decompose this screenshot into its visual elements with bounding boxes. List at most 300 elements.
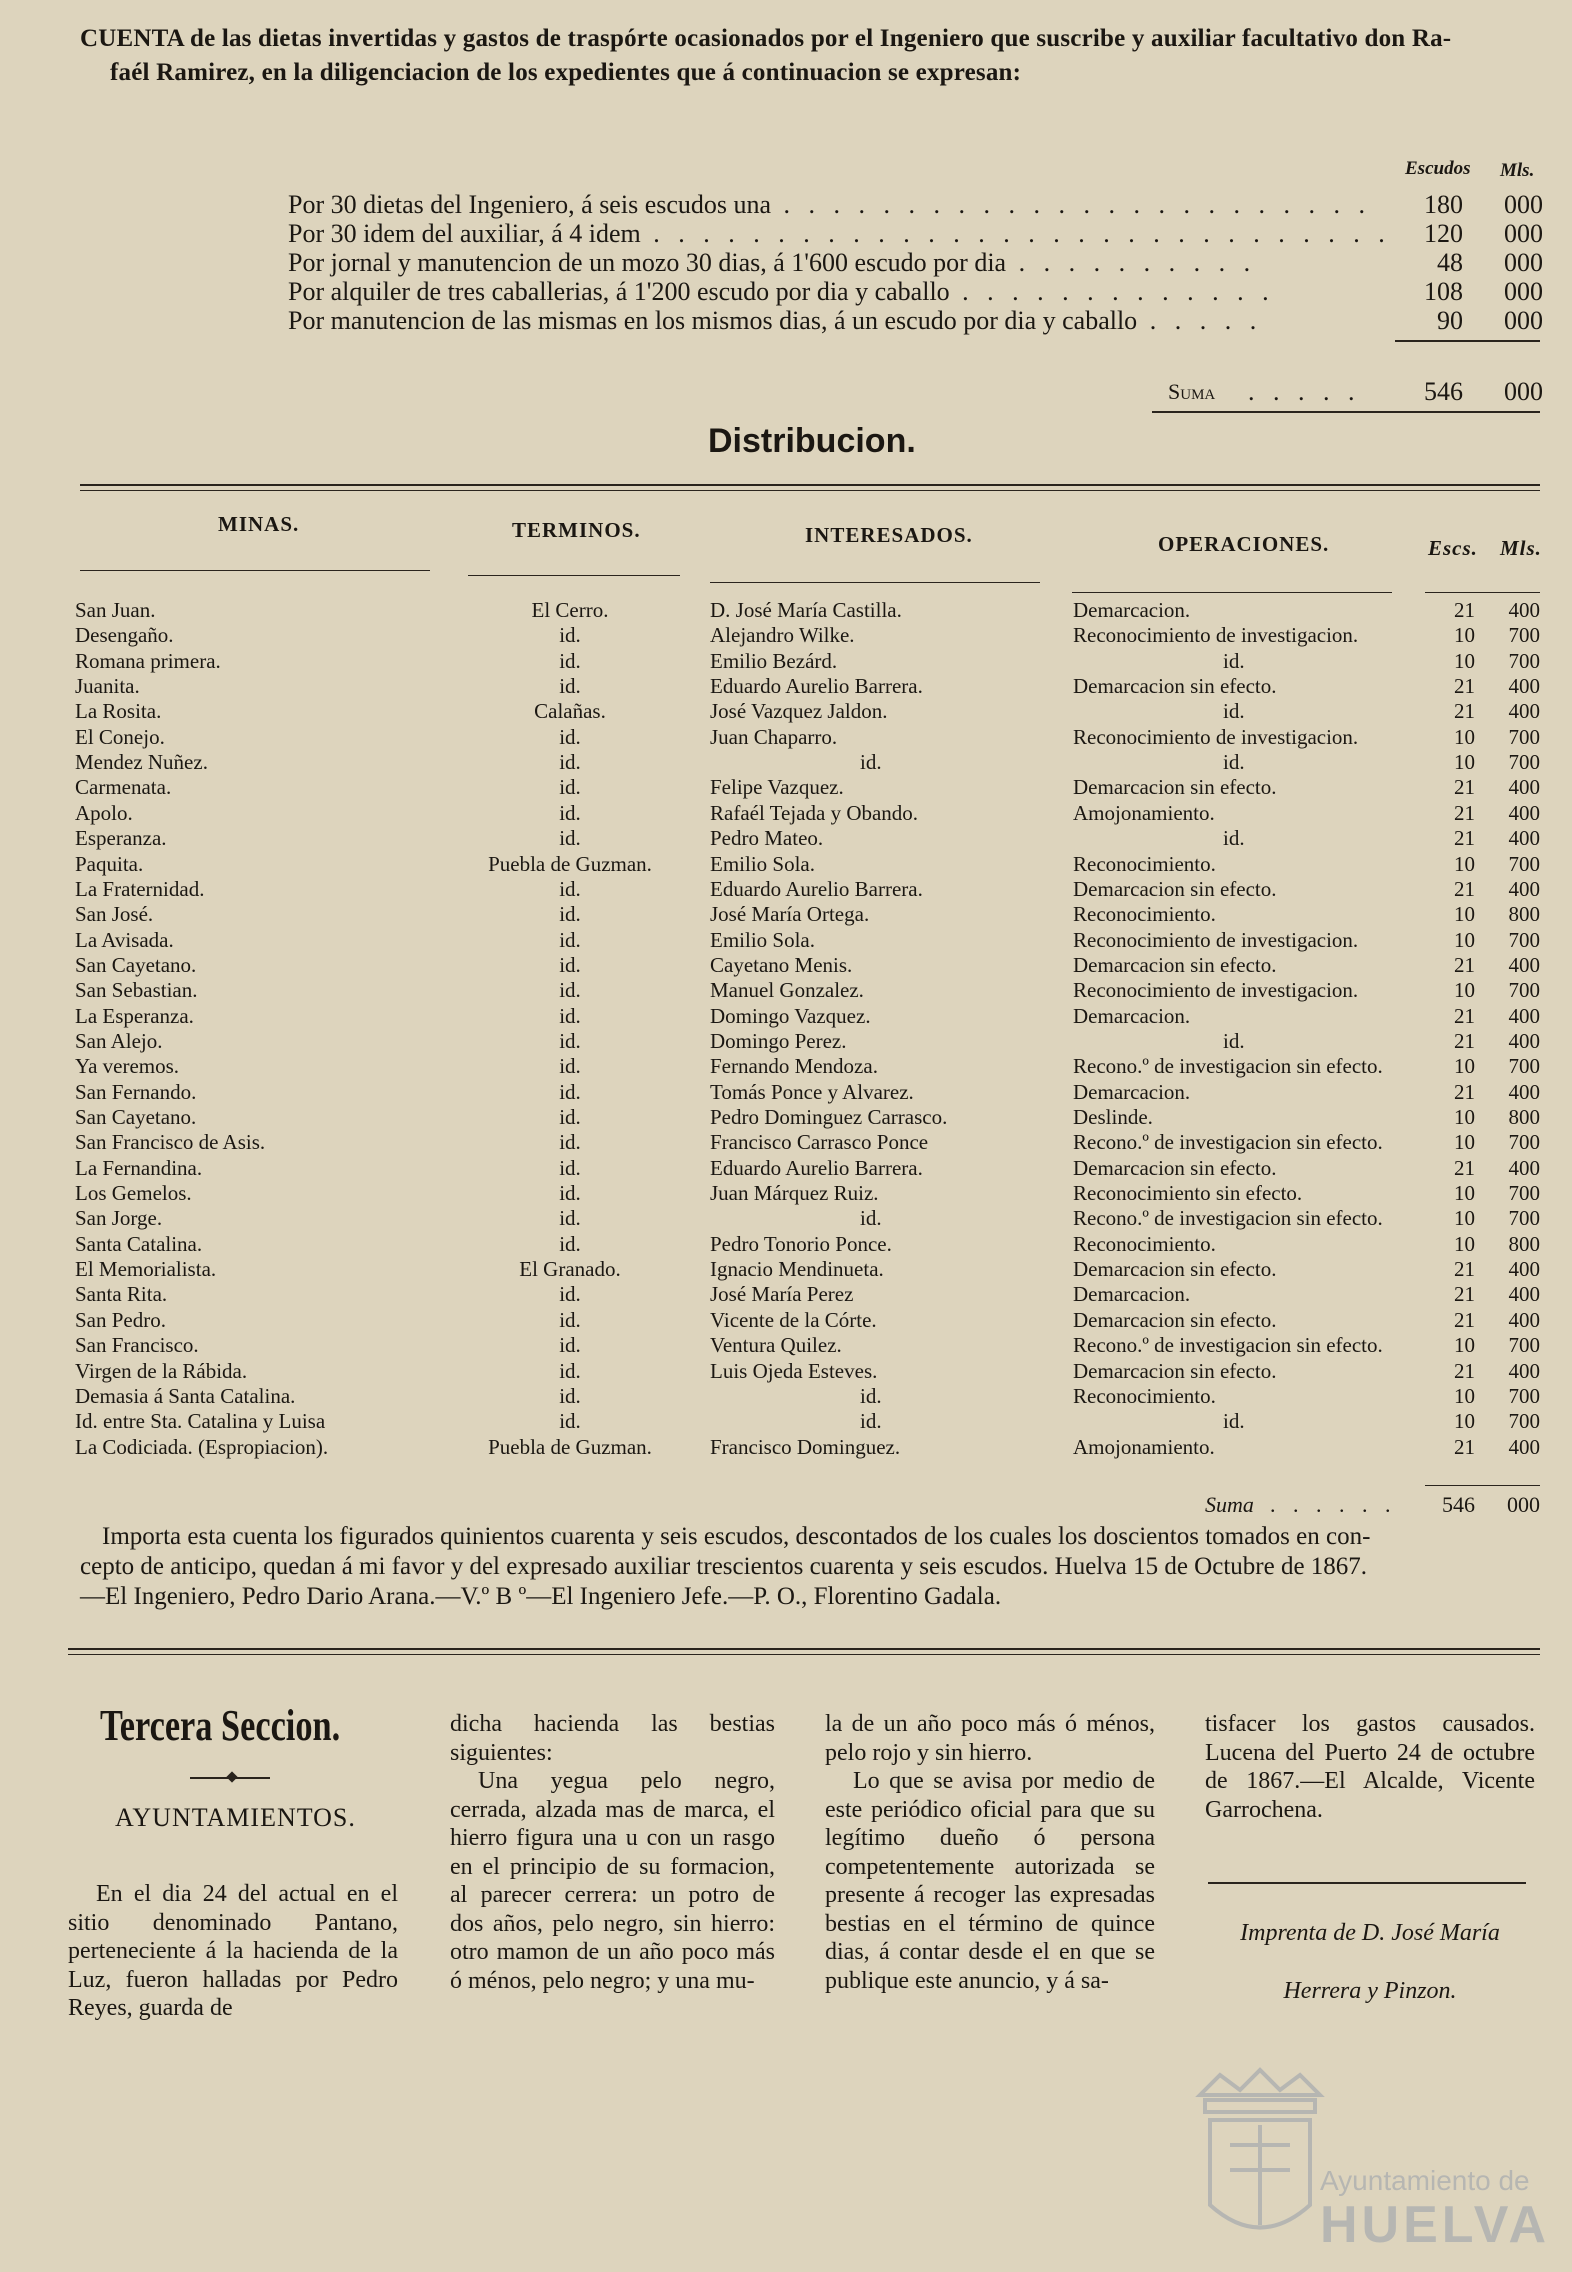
- termino-cell: id.: [559, 927, 581, 952]
- operacion-cell: Demarcacion.: [1073, 598, 1191, 622]
- operacion-cell: Reconocimiento de investigacion.: [1073, 927, 1359, 952]
- mls-cell: 400: [1508, 1282, 1540, 1307]
- operacion-cell: Demarcacion sin efecto.: [1073, 1155, 1277, 1180]
- escudos-cell: 21: [1454, 1282, 1475, 1307]
- mls-cell: 400: [1508, 775, 1540, 800]
- column-3-text-b: Lo que se avisa por medio de este periódico oficial para que su legítimo dueño ó persona competentemente autorizada se presente á recoger las expresadas bestias en el término de quince dias, á contar desde el en que se publique este anuncio, y á sa-: [825, 1768, 1155, 1994]
- header-underline-interesados: [710, 582, 1040, 583]
- mina-cell: La Fraternidad.: [75, 876, 205, 901]
- mls-cell: 400: [1508, 598, 1540, 622]
- section-divider-thin: [68, 1654, 1540, 1655]
- column-3: [825, 1710, 1155, 1995]
- operacion-cell: Demarcacion.: [1073, 1003, 1191, 1028]
- table-sum-mls: 000: [1507, 1492, 1540, 1517]
- escudos-cell: 10: [1454, 1333, 1475, 1358]
- operacion-cell: Demarcacion sin efecto.: [1073, 775, 1277, 800]
- table-row: [0, 1105, 1572, 1130]
- table-row: [0, 1257, 1572, 1282]
- operacion-cell: Reconocimiento.: [1073, 902, 1216, 927]
- mls-cell: 400: [1508, 1028, 1540, 1053]
- operacion-cell: Reconocimiento.: [1073, 1383, 1216, 1408]
- mls-cell: 700: [1508, 978, 1540, 1003]
- mina-cell: La Codiciada. (Espropiacion).: [75, 1434, 329, 1459]
- operacion-cell: id.: [1223, 1409, 1245, 1434]
- table-row: [0, 1080, 1572, 1105]
- mina-cell: Apolo.: [75, 800, 133, 825]
- operacion-cell: id.: [1223, 826, 1245, 851]
- mls-cell: 400: [1508, 1434, 1540, 1459]
- interesado-cell: Emilio Bezárd.: [710, 648, 838, 673]
- termino-cell: id.: [559, 1206, 581, 1231]
- table-row: [0, 1282, 1572, 1307]
- mls-cell: 700: [1508, 648, 1540, 673]
- interesado-cell: Luis Ojeda Esteves.: [710, 1358, 878, 1383]
- termino-cell: id.: [559, 826, 581, 851]
- interesado-cell: id.: [860, 750, 882, 775]
- mls-cell: 400: [1508, 1307, 1540, 1332]
- mina-cell: La Avisada.: [75, 927, 174, 952]
- interesado-cell: Ignacio Mendinueta.: [710, 1257, 884, 1282]
- table-row: [0, 978, 1572, 1003]
- mina-cell: Demasia á Santa Catalina.: [75, 1383, 296, 1408]
- mls-cell: 400: [1508, 1358, 1540, 1383]
- mls-cell: 400: [1508, 1079, 1540, 1104]
- section-divider: [68, 1648, 1540, 1650]
- termino-cell: id.: [559, 1358, 581, 1383]
- termino-cell: id.: [559, 876, 581, 901]
- operacion-cell: Demarcacion sin efecto.: [1073, 876, 1277, 901]
- interesado-cell: Eduardo Aurelio Barrera.: [710, 876, 923, 901]
- interesado-cell: id.: [860, 1383, 882, 1408]
- mina-cell: Los Gemelos.: [75, 1181, 192, 1206]
- cost-mls: 000: [1504, 219, 1543, 248]
- termino-cell: El Cerro.: [531, 598, 609, 622]
- termino-cell: id.: [559, 1130, 581, 1155]
- imprint-line-2: Herrera y Pinzon.: [1283, 1978, 1457, 2004]
- closing-line-3: —El Ingeniero, Pedro Dario Arana.—V.º B º—El Ingeniero Jefe.—P. O., Florentino Gadala.: [80, 1583, 1002, 1610]
- interesado-cell: id.: [860, 1409, 882, 1434]
- interesado-cell: Pedro Tonorio Ponce.: [710, 1231, 892, 1256]
- escudos-cell: 21: [1454, 674, 1475, 699]
- sum-escudos: 546: [1424, 377, 1463, 406]
- cost-row: Por jornal y manutencion de un mozo 30 dias, á 1'600 escudo por dia . . . . . . . . . . 48 000: [288, 248, 1543, 277]
- termino-cell: Calañas.: [534, 699, 606, 724]
- mls-cell: 700: [1508, 1333, 1540, 1358]
- cost-label: Por 30 dietas del Ingeniero, á seis escudos una: [288, 190, 772, 219]
- termino-cell: id.: [559, 1028, 581, 1053]
- operacion-cell: Demarcacion sin efecto.: [1073, 952, 1277, 977]
- mls-cell: 400: [1508, 1003, 1540, 1028]
- table-row: [0, 1130, 1572, 1155]
- interesado-cell: José María Perez: [710, 1282, 854, 1307]
- escudos-cell: 10: [1454, 1383, 1475, 1408]
- interesado-cell: Emilio Sola.: [710, 851, 815, 876]
- interesado-cell: Francisco Dominguez.: [710, 1434, 901, 1459]
- mls-cell: 700: [1508, 1181, 1540, 1206]
- header-underline-terminos: [468, 575, 680, 576]
- cost-row: Por manutencion de las mismas en los mismos dias, á un escudo por dia y caballo . . . . . 90 000: [288, 306, 1543, 335]
- escudos-cell: 21: [1454, 1155, 1475, 1180]
- interesado-cell: Tomás Ponce y Alvarez.: [710, 1079, 914, 1104]
- cost-mls: 000: [1504, 306, 1543, 335]
- termino-cell: id.: [559, 1333, 581, 1358]
- table-row: [0, 1054, 1572, 1079]
- mina-cell: Desengaño.: [75, 623, 174, 648]
- mls-cell: 400: [1508, 826, 1540, 851]
- imprint-rule: [1208, 1882, 1526, 1884]
- cost-row: Por alquiler de tres caballerias, á 1'200 escudo por dia y caballo . . . . . . . . . . . . . 108 000: [288, 277, 1543, 306]
- table-row: [0, 1206, 1572, 1231]
- header-escs: Escs.: [1428, 536, 1478, 560]
- header-minas: MINAS.: [218, 512, 300, 536]
- intro-line-2: faél Ramirez, en la diligenciacion de los expedientes que á continuacion se expresan:: [110, 59, 1022, 86]
- operacion-cell: Recono.º de investigacion sin efecto.: [1073, 1206, 1383, 1231]
- mina-cell: Carmenata.: [75, 775, 172, 800]
- table-row: [0, 852, 1572, 877]
- escudos-cell: 10: [1454, 1409, 1475, 1434]
- operacion-cell: Demarcacion sin efecto.: [1073, 1358, 1277, 1383]
- termino-cell: id.: [559, 1054, 581, 1079]
- cost-escudos: 48: [1437, 248, 1463, 277]
- escudos-cell: 21: [1454, 1358, 1475, 1383]
- table-row: [0, 928, 1572, 953]
- interesado-cell: Felipe Vazquez.: [710, 775, 844, 800]
- mina-cell: El Memorialista.: [75, 1257, 217, 1282]
- sum-row: Suma . . . . . 546 000: [1168, 377, 1543, 406]
- operacion-cell: Demarcacion sin efecto.: [1073, 1257, 1277, 1282]
- mina-cell: Santa Rita.: [75, 1282, 168, 1307]
- termino-cell: id.: [559, 1409, 581, 1434]
- table-row: [0, 1004, 1572, 1029]
- termino-cell: id.: [559, 1383, 581, 1408]
- mls-cell: 700: [1508, 1054, 1540, 1079]
- cost-escudos: 180: [1424, 190, 1463, 219]
- header-underline-amounts: [1425, 592, 1540, 593]
- interesado-cell: Domingo Vazquez.: [710, 1003, 871, 1028]
- table-row: [0, 1359, 1572, 1384]
- escudos-cell: 21: [1454, 800, 1475, 825]
- table-row: [0, 1029, 1572, 1054]
- section-subtitle: AYUNTAMIENTOS.: [115, 1803, 356, 1832]
- table-sum-rule: [1425, 1485, 1540, 1486]
- termino-cell: id.: [559, 623, 581, 648]
- escudos-cell: 21: [1454, 699, 1475, 724]
- operacion-cell: Demarcacion.: [1073, 1282, 1191, 1307]
- termino-cell: id.: [559, 1155, 581, 1180]
- termino-cell: El Granado.: [519, 1257, 621, 1282]
- termino-cell: id.: [559, 952, 581, 977]
- cost-escudos: 108: [1424, 277, 1463, 306]
- mls-cell: 400: [1508, 1257, 1540, 1282]
- mls-cell: 400: [1508, 699, 1540, 724]
- operacion-cell: id.: [1223, 1028, 1245, 1053]
- account-intro: [80, 22, 1540, 90]
- table-row: [0, 674, 1572, 699]
- termino-cell: id.: [559, 1181, 581, 1206]
- termino-cell: id.: [559, 674, 581, 699]
- column-3-text-a: la de un año poco más ó ménos, pelo rojo y sin hierro.: [825, 1711, 1155, 1766]
- termino-cell: id.: [559, 1105, 581, 1129]
- mls-cell: 700: [1508, 750, 1540, 775]
- mina-cell: Santa Catalina.: [75, 1231, 203, 1256]
- mina-cell: San Cayetano.: [75, 1105, 197, 1129]
- cost-label: Por jornal y manutencion de un mozo 30 dias, á 1'600 escudo por dia: [288, 248, 1007, 277]
- cost-row: Por 30 dietas del Ingeniero, á seis escudos una . . . . . . . . . . . . . . . . . . . . . . . . 180 000: [288, 190, 1543, 219]
- operacion-cell: id.: [1223, 699, 1245, 724]
- operacion-cell: Recono.º de investigacion sin efecto.: [1073, 1130, 1383, 1155]
- operacion-cell: id.: [1223, 750, 1245, 775]
- table-row: [0, 953, 1572, 978]
- table-row: [0, 1409, 1572, 1434]
- table-row: [0, 826, 1572, 851]
- mina-cell: La Esperanza.: [75, 1003, 194, 1028]
- termino-cell: id.: [559, 1003, 581, 1028]
- table-row: [0, 877, 1572, 902]
- mls-cell: 700: [1508, 1409, 1540, 1434]
- operacion-cell: Reconocimiento.: [1073, 1231, 1216, 1256]
- sum-label: Suma: [1168, 379, 1216, 404]
- mls-cell: 700: [1508, 851, 1540, 876]
- column-2-text-b: Una yegua pelo negro, cerrada, alzada mas de marca, el hierro figura una u con un rasgo en el principio de su formacion, al parecer cerrera: un potro de dos años, pelo negro, sin hierro: otro mamon de un año poco más ó ménos, pelo negro; y una mu-: [450, 1768, 775, 1994]
- operacion-cell: Deslinde.: [1073, 1105, 1153, 1129]
- interesado-cell: Manuel Gonzalez.: [710, 978, 864, 1003]
- watermark-line-1: Ayuntamiento de: [1320, 2165, 1530, 2196]
- mls-cell: 700: [1508, 724, 1540, 749]
- mina-cell: San Fernando.: [75, 1079, 197, 1104]
- sum-rule: [1395, 340, 1540, 342]
- termino-cell: id.: [559, 978, 581, 1003]
- cost-label: Por alquiler de tres caballerias, á 1'200 escudo por dia y caballo: [288, 277, 950, 306]
- escudos-cell: 21: [1454, 1079, 1475, 1104]
- table-row: [0, 725, 1572, 750]
- cost-header-mls: Mls.: [1500, 160, 1535, 181]
- newspaper-page: CUENTA de las dietas invertidas y gastos de traspórte ocasionados por el Ingeniero que suscribe y auxiliar facultativo don Ra- faél Ramirez, en la diligenciacion de los expedientes que á continuacion se expresan: Escudos Mls. Por 30 dietas del Ingeniero, á seis escudos una . . . . . . . . . . . . . . . . . . . . . . . . 180 000 Por 30 idem del auxiliar, á 4 idem . . . . . . . . . . . . . . . . . . . . . . . . . . . . . . 120 000 Por jornal y manutencion de un mozo 30 dias, á 1'600 escudo por dia . . . . . . . . . . 48 000 Por alquiler de tres caballerias, á 1'200 escudo por dia y caballo . . . . . . . . . . . . . 108 000 Por manutencion de las mismas en los mismos dias, á un escudo por dia y caballo . . . . . 90 000 Suma . . . . . 546 000 Distribucion. MINAS. TERMINOS. INTERESADOS. OPERACIONES. Escs. Mls. San Juan. El Cerro. D. José María Castilla. Demarcacion. 21 400 Desengaño. id. Alejandro Wilke. Reconocimiento de investigacion. 10 700 Romana primera. id. Emilio Bezárd. id. 10 700 Juanita. id. Eduardo Aurelio Barrera. Demarcacion sin efecto. 21 400 La Rosita. Calañas. José Vazquez Jaldon. id. 21 400 El Conejo. id. Juan Chaparro. Reconocimiento de investigacion. 10 700 Mendez Nuñez. id. id. id. 10 700 Carmenata. id. Felipe Vazquez. Demarcacion sin efecto. 21 400 Apolo. id. Rafaél Tejada y Obando. Amojonamiento. 21 400 Esperanza. id. Pedro Mateo. id. 21 400 Paquita. Puebla de Guzman. Emilio Sola. Reconocimiento. 10 700 La Fraternidad. id. Eduardo Aurelio Barrera. Demarcacion sin efecto. 21 400 San José. id. José María Ortega. Reconocimiento. 10 800 La Avisada. id. Emilio Sola. Reconocimiento de investigacion. 10 700 San Cayetano. id. Cayetano Menis. Demarcacion sin efecto. 21 400 San Sebastian. id. Manuel Gonzalez. Reconocimiento de investigacion. 10 700 La Esperanza. id. Domingo Vazquez. Demarcacion. 21 400 San Alejo. id. Domingo Perez. id. 21 400 Ya veremos. id. Fernando Mendoza. Recono.º de investigacion sin efecto. 10 700 San Fernando. id. Tomás Ponce y Alvarez. Demarcacion. 21 400 San Cayetano. id. Pedro Dominguez Carrasco. Deslinde. 10 800 San Francisco de Asis. id. Francisco Carrasco Ponce Recono.º de investigacion sin efecto. 10 700 La Fernandina. id. Eduardo Aurelio Barrera. Demarcacion sin efecto. 21 400 Los Gemelos. id. Juan Márquez Ruiz. Reconocimiento sin efecto. 10 700 San Jorge. id. id. Recono.º de investigacion sin efecto. 10 700 Santa Catalina. id. Pedro Tonorio Ponce. Reconocimiento. 10 800 El Memorialista. El Granado. Ignacio Mendinueta. Demarcacion sin efecto. 21 400 Santa Rita. id. José María Perez Demarcacion. 21 400 San Pedro. id. Vicente de la Córte. Demarcacion sin efecto. 21 400 San Francisco. id. Ventura Quilez. Recono.º de investigacion sin efecto. 10 700 Virgen de la Rábida. id. Luis Ojeda Esteves. Demarcacion sin efecto. 21 400 Demasia á Santa Catalina. id. id. Reconocimiento. 10 700 Id. entre Sta. Catalina y Luisa id. id. id. 10 700 La Codiciada. (Espropiacion). Puebla de Guzman. Francisco Dominguez. Amojonamiento. 21 400 Suma . . . . . . 546 000 Importa esta cuenta los figurados quinientos cuarenta y seis escudos, descontados de los cuales los doscientos tomados en con- cepto de anticipo, quedan á mi favor y del expresado auxiliar trescientos cuarenta y seis escudos. Huelva 15 de Octubre de 1867. —El Ingeniero, Pedro Dario Arana.—V.º B º—El Ingeniero Jefe.—P. O., Florentino Gadala. Tercera Seccion. AYUNTAMIENTOS. En el dia 24 del actual en el sitio denominado Pantano, perteneciente á la hacienda de la Luz, fueron halladas por Pedro Reyes, guarda de dicha hacienda las bestias siguientes: Una yegua pelo negro, cerrada, alzada mas de marca, el hierro figura una u con un rasgo en el principio de su formacion, al parecer cerrera: un potro de dos años, pelo negro, sin hierro: otro mamon de un año poco más ó ménos, pelo negro; y una mu- la de un año poco más ó ménos, pelo rojo y sin hierro. Lo que se avisa por medio de este periódico oficial para que su legítimo dueño ó persona competentemente autorizada se presente á recoger las expresadas bestias en el término de quince dias, á contar desde el en que se publique este anuncio, y á sa- tisfacer los gastos causados. Lucena del Puerto 24 de octubre de 1867.—El Alcalde, Vicente Garrochena. Imprenta de D. José María Herrera y Pinzon. Ayuntamiento de HUELVA: [0, 0, 1572, 2272]
- escudos-cell: 10: [1454, 902, 1475, 927]
- table-row: [0, 598, 1572, 623]
- mina-cell: San Francisco de Asis.: [75, 1130, 266, 1155]
- escudos-cell: 21: [1454, 1003, 1475, 1028]
- mls-cell: 700: [1508, 623, 1540, 648]
- escudos-cell: 10: [1454, 927, 1475, 952]
- cost-mls: 000: [1504, 248, 1543, 277]
- escudos-cell: 10: [1454, 648, 1475, 673]
- termino-cell: id.: [559, 775, 581, 800]
- termino-cell: id.: [559, 1307, 581, 1332]
- mls-cell: 800: [1508, 1105, 1540, 1129]
- cost-header-escudos: Escudos: [1405, 158, 1471, 179]
- escudos-cell: 10: [1454, 1181, 1475, 1206]
- column-4-text: tisfacer los gastos causados. Lucena del Puerto 24 de octubre de 1867.—El Alcalde, Vicente Garrochena.: [1205, 1711, 1535, 1823]
- operacion-cell: Reconocimiento sin efecto.: [1073, 1181, 1303, 1206]
- mina-cell: Juanita.: [75, 674, 140, 699]
- interesado-cell: Cayetano Menis.: [710, 952, 853, 977]
- escudos-cell: 21: [1454, 1307, 1475, 1332]
- mls-cell: 700: [1508, 1206, 1540, 1231]
- table-row: [0, 699, 1572, 724]
- escudos-cell: 21: [1454, 1257, 1475, 1282]
- mina-cell: San Cayetano.: [75, 952, 197, 977]
- escudos-cell: 10: [1454, 1130, 1475, 1155]
- header-terminos: TERMINOS.: [512, 518, 641, 542]
- interesado-cell: Emilio Sola.: [710, 927, 815, 952]
- escudos-cell: 21: [1454, 1434, 1475, 1459]
- mina-cell: La Fernandina.: [75, 1155, 203, 1180]
- operacion-cell: Reconocimiento de investigacion.: [1073, 724, 1359, 749]
- header-mls: Mls.: [1500, 536, 1542, 560]
- operacion-cell: Recono.º de investigacion sin efecto.: [1073, 1333, 1383, 1358]
- mina-cell: San Alejo.: [75, 1028, 163, 1053]
- termino-cell: id.: [559, 902, 581, 927]
- escudos-cell: 21: [1454, 826, 1475, 851]
- distribucion-title: Distribucion.: [708, 422, 916, 460]
- operacion-cell: Reconocimiento de investigacion.: [1073, 978, 1359, 1003]
- termino-cell: id.: [559, 1231, 581, 1256]
- operacion-cell: Demarcacion sin efecto.: [1073, 1307, 1277, 1332]
- mina-cell: San Pedro.: [75, 1307, 166, 1332]
- closing-line-1: Importa esta cuenta los figurados quinientos cuarenta y seis escudos, descontados de los cuales los doscientos tomados en con-: [102, 1523, 1371, 1550]
- section-rule: [80, 484, 1540, 486]
- table-row: [0, 623, 1572, 648]
- operacion-cell: Demarcacion.: [1073, 1079, 1191, 1104]
- operacion-cell: Demarcacion sin efecto.: [1073, 674, 1277, 699]
- escudos-cell: 21: [1454, 1028, 1475, 1053]
- mls-cell: 700: [1508, 927, 1540, 952]
- cost-label: Por manutencion de las mismas en los mismos dias, á un escudo por dia y caballo: [288, 306, 1138, 335]
- mina-cell: San Jorge.: [75, 1206, 163, 1231]
- section-title: Tercera Seccion.: [100, 1701, 341, 1750]
- table-row: [0, 1232, 1572, 1257]
- operacion-cell: Reconocimiento de investigacion.: [1073, 623, 1359, 648]
- termino-cell: id.: [559, 1079, 581, 1104]
- cost-label: Por 30 idem del auxiliar, á 4 idem: [288, 219, 641, 248]
- mina-cell: Mendez Nuñez.: [75, 750, 208, 775]
- mls-cell: 400: [1508, 800, 1540, 825]
- column-2-text-a: dicha hacienda las bestias siguientes:: [450, 1711, 775, 1766]
- mina-cell: San Juan.: [75, 598, 156, 622]
- table-row: [0, 1156, 1572, 1181]
- interesado-cell: Eduardo Aurelio Barrera.: [710, 674, 923, 699]
- mls-cell: 400: [1508, 876, 1540, 901]
- mina-cell: Virgen de la Rábida.: [75, 1358, 248, 1383]
- cost-escudos: 120: [1424, 219, 1463, 248]
- mina-cell: Id. entre Sta. Catalina y Luisa: [75, 1409, 326, 1434]
- sum-mls: 000: [1504, 377, 1543, 406]
- interesado-cell: Eduardo Aurelio Barrera.: [710, 1155, 923, 1180]
- mina-cell: El Conejo.: [75, 724, 165, 749]
- mina-cell: San Francisco.: [75, 1333, 199, 1358]
- column-2: [450, 1710, 775, 1995]
- escudos-cell: 10: [1454, 851, 1475, 876]
- escudos-cell: 21: [1454, 775, 1475, 800]
- termino-cell: Puebla de Guzman.: [488, 1434, 652, 1459]
- header-underline-operaciones: [1072, 592, 1392, 593]
- sum-underline: [1152, 411, 1540, 413]
- table-row: [0, 750, 1572, 775]
- table-sum-escudos: 546: [1442, 1492, 1475, 1517]
- interesado-cell: Pedro Dominguez Carrasco.: [710, 1105, 948, 1129]
- closing-line-2: cepto de anticipo, quedan á mi favor y del expresado auxiliar trescientos cuarenta y seis escudos. Huelva 15 de Octubre de 1867.: [80, 1553, 1368, 1580]
- mls-cell: 700: [1508, 1130, 1540, 1155]
- escudos-cell: 10: [1454, 1054, 1475, 1079]
- termino-cell: Puebla de Guzman.: [488, 851, 652, 876]
- mina-cell: Ya veremos.: [75, 1054, 180, 1079]
- interesado-cell: Francisco Carrasco Ponce: [710, 1130, 929, 1155]
- escudos-cell: 10: [1454, 1231, 1475, 1256]
- mina-cell: Paquita.: [75, 851, 144, 876]
- termino-cell: id.: [559, 800, 581, 825]
- escudos-cell: 10: [1454, 978, 1475, 1003]
- escudos-cell: 10: [1454, 1206, 1475, 1231]
- escudos-cell: 21: [1454, 876, 1475, 901]
- table-row: [0, 801, 1572, 826]
- table-row: [0, 649, 1572, 674]
- operacion-cell: Amojonamiento.: [1073, 800, 1215, 825]
- interesado-cell: id.: [860, 1206, 882, 1231]
- mls-cell: 400: [1508, 1155, 1540, 1180]
- header-interesados: INTERESADOS.: [805, 523, 973, 547]
- column-1-text: En el dia 24 del actual en el sitio denominado Pantano, perteneciente á la hacienda de la Luz, fueron halladas por Pedro Reyes, guarda de: [68, 1881, 398, 2021]
- table-row: [0, 1333, 1572, 1358]
- table-sum-label: Suma: [1205, 1492, 1254, 1517]
- intro-line-1: CUENTA de las dietas invertidas y gastos de traspórte ocasionados por el Ingeniero que suscribe y auxiliar facultativo don Ra-: [80, 25, 1452, 52]
- escudos-cell: 10: [1454, 724, 1475, 749]
- termino-cell: id.: [559, 724, 581, 749]
- escudos-cell: 10: [1454, 623, 1475, 648]
- cost-mls: 000: [1504, 190, 1543, 219]
- ayuntamiento-watermark: [1150, 2055, 1550, 2265]
- operacion-cell: Amojonamiento.: [1073, 1434, 1215, 1459]
- mls-cell: 800: [1508, 1231, 1540, 1256]
- interesado-cell: Rafaél Tejada y Obando.: [710, 800, 919, 825]
- mina-cell: San José.: [75, 902, 154, 927]
- header-underline-minas: [80, 570, 430, 571]
- cost-escudos: 90: [1437, 306, 1463, 335]
- interesado-cell: Juan Márquez Ruiz.: [710, 1181, 879, 1206]
- mls-cell: 400: [1508, 952, 1540, 977]
- table-row: [0, 775, 1572, 800]
- table-row: [0, 902, 1572, 927]
- watermark-line-2: HUELVA: [1320, 2196, 1551, 2254]
- mina-cell: Romana primera.: [75, 648, 221, 673]
- table-row: [0, 1384, 1572, 1409]
- mls-cell: 800: [1508, 902, 1540, 927]
- interesado-cell: Alejandro Wilke.: [710, 623, 855, 648]
- mls-cell: 700: [1508, 1383, 1540, 1408]
- escudos-cell: 21: [1454, 952, 1475, 977]
- escudos-cell: 10: [1454, 1105, 1475, 1129]
- header-operaciones: OPERACIONES.: [1158, 532, 1330, 556]
- imprint-line-1: Imprenta de D. José María: [1240, 1920, 1500, 1946]
- termino-cell: id.: [559, 750, 581, 775]
- interesado-cell: Pedro Mateo.: [710, 826, 824, 851]
- mina-cell: Esperanza.: [75, 826, 167, 851]
- escudos-cell: 10: [1454, 750, 1475, 775]
- operacion-cell: id.: [1223, 648, 1245, 673]
- termino-cell: id.: [559, 1282, 581, 1307]
- cost-row: Por 30 idem del auxiliar, á 4 idem . . . . . . . . . . . . . . . . . . . . . . . . . . . . . . 120 000: [288, 219, 1543, 248]
- interesado-cell: José Vazquez Jaldon.: [710, 699, 888, 724]
- mina-cell: San Sebastian.: [75, 978, 198, 1003]
- termino-cell: id.: [559, 648, 581, 673]
- interesado-cell: Domingo Perez.: [710, 1028, 847, 1053]
- interesado-cell: Juan Chaparro.: [710, 724, 838, 749]
- escudos-cell: 21: [1454, 598, 1475, 622]
- operacion-cell: Reconocimiento.: [1073, 851, 1216, 876]
- table-row: [0, 1308, 1572, 1333]
- interesado-cell: Fernando Mendoza.: [710, 1054, 878, 1079]
- cost-mls: 000: [1504, 277, 1543, 306]
- interesado-cell: Ventura Quilez.: [710, 1333, 842, 1358]
